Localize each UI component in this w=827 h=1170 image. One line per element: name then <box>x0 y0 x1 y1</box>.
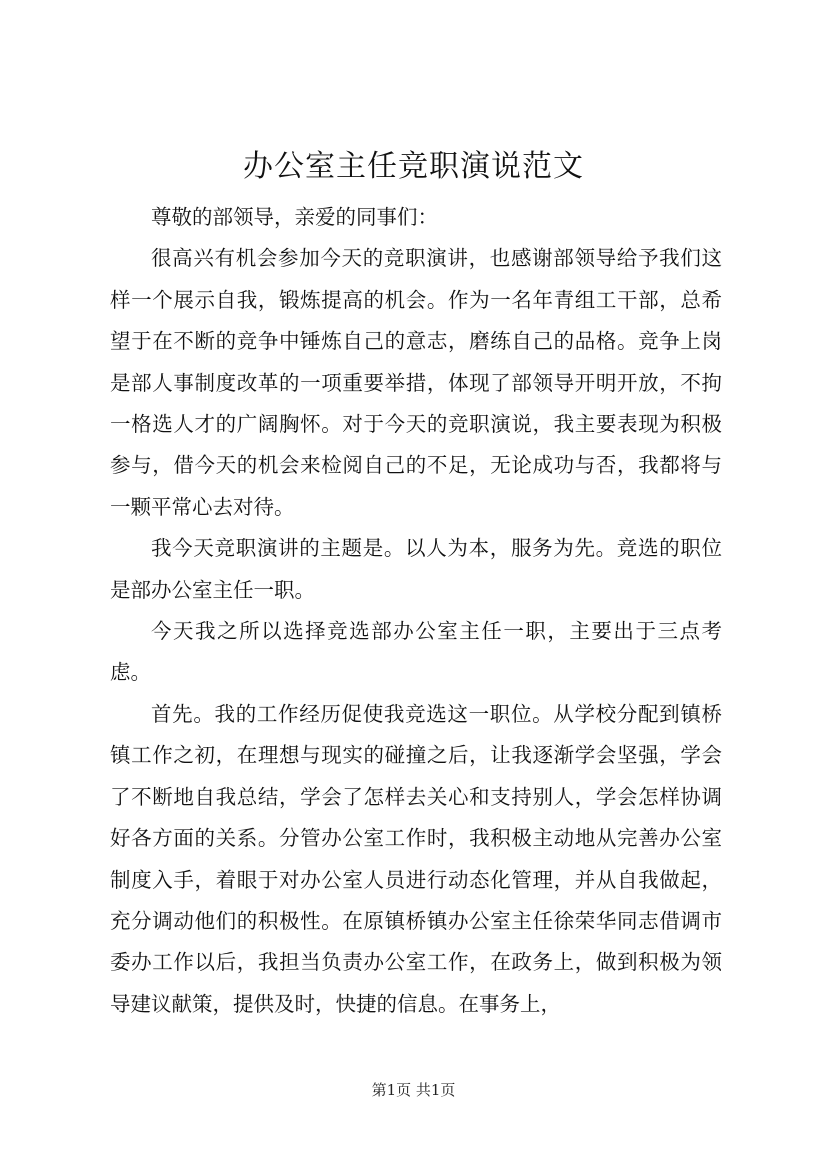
page-number-footer: 第1页 共1页 <box>371 1081 456 1099</box>
paragraph-reasons: 今天我之所以选择竞选部办公室主任一职，主要出于三点考虑。 <box>110 619 722 685</box>
document-body <box>110 197 722 1025</box>
paragraph-salutation: 尊敬的部领导，亲爱的同事们： <box>151 205 438 229</box>
paragraph-theme: 我今天竞职演讲的主题是。以人为本，服务为先。竞选的职位是部办公室主任一职。 <box>110 536 722 602</box>
document-title: 办公室主任竞职演说范文 <box>243 149 584 184</box>
paragraph-intro: 很高兴有机会参加今天的竞职演讲，也感谢部领导给予我们这样一个展示自我，锻炼提高的机会。作为一名年青组工干部，总希望于在不断的竞争中锤炼自己的意志，磨练自己的品格。竞争上岗是部人事制度改革的一项重要举措，体现了部领导开明开放，不拘一格选人才的广阔胸怀。对于今天的竞职演说，我主要表现为积极参与，借今天的机会来检阅自己的不足，无论成功与否，我都将与一颗平常心去对待。 <box>110 246 722 519</box>
paragraph-first-reason: 首先。我的工作经历促使我竞选这一职位。从学校分配到镇桥镇工作之初，在理想与现实的碰撞之后，让我逐渐学会坚强，学会了不断地自我总结，学会了怎样去关心和支持别人，学会怎样协调好各方面的关系。分管办公室工作时，我积极主动地从完善办公室制度入手，着眼于对办公室人员进行动态化管理，并从自我做起，充分调动他们的积极性。在原镇桥镇办公室主任徐荣华同志借调市委办工作以后，我担当负责办公室工作，在政务上，做到积极为领导建议献策，提供及时，快捷的信息。在事务上， <box>110 701 722 1016</box>
